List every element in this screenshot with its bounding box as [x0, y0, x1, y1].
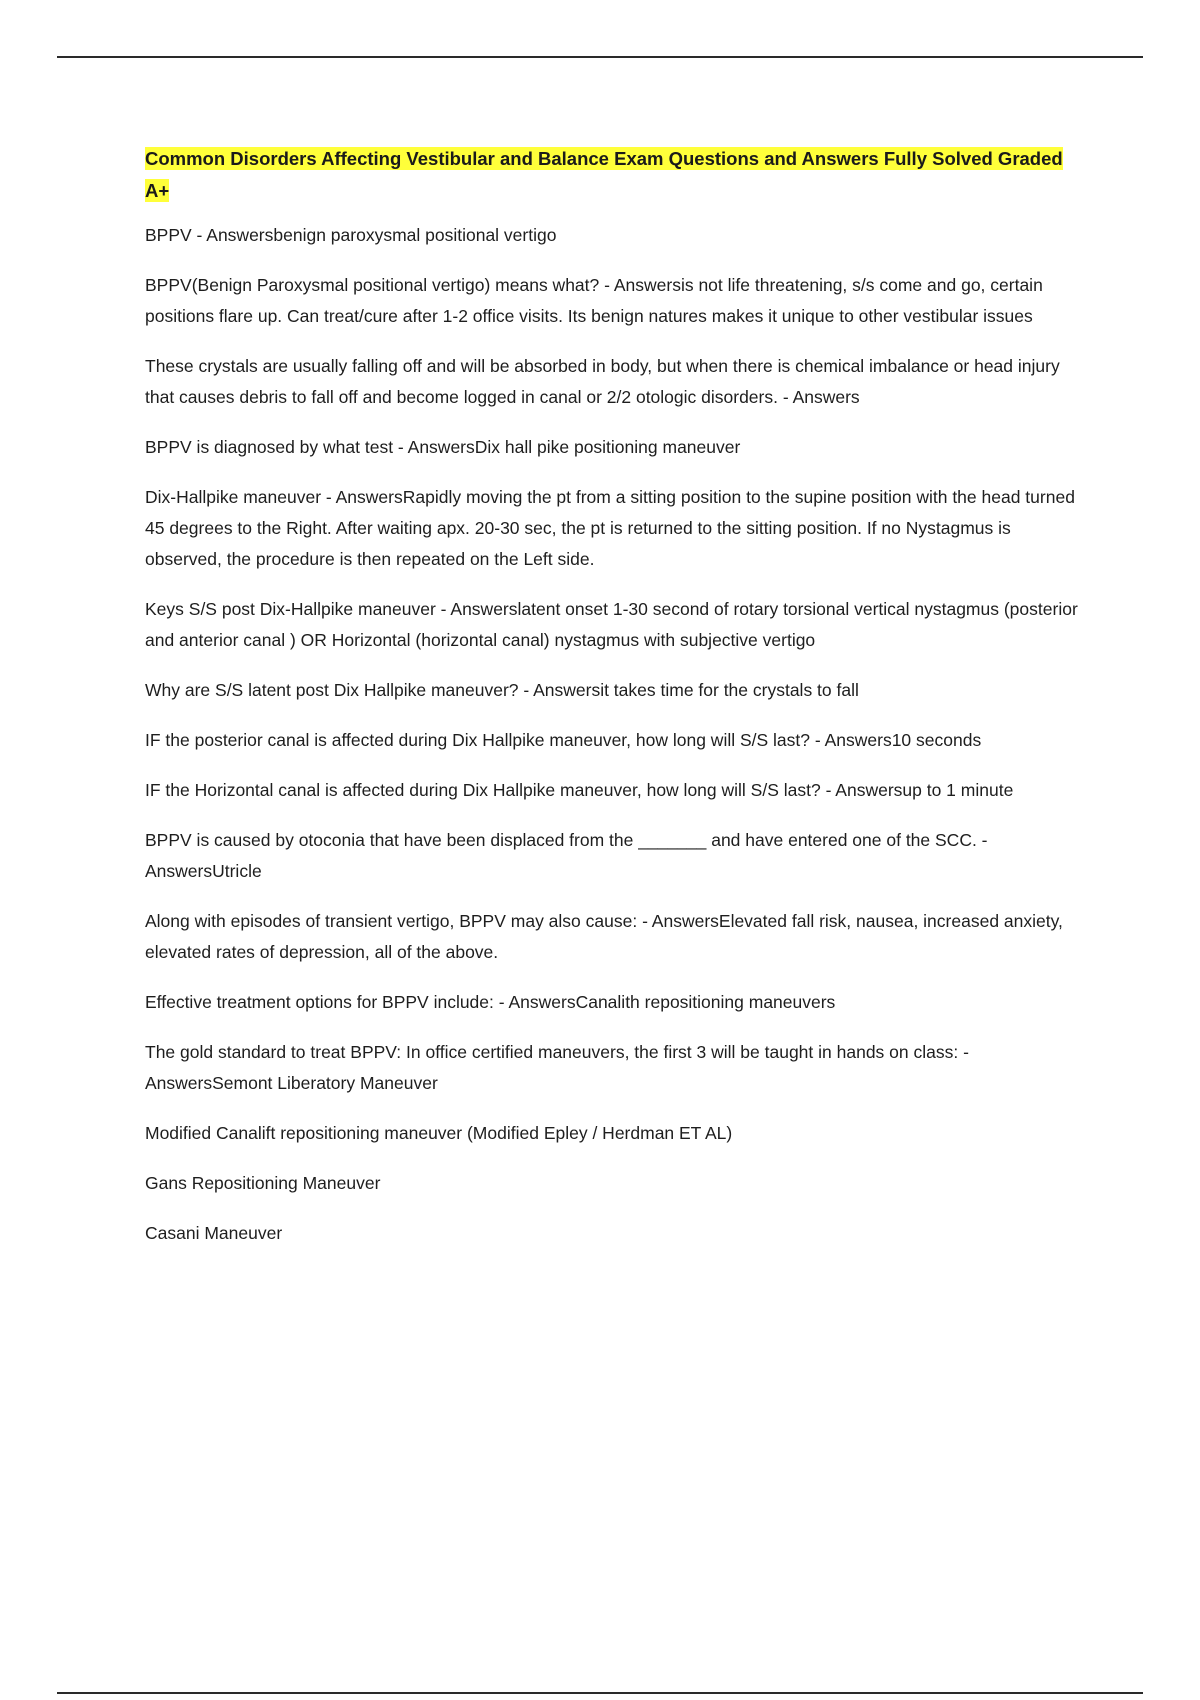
qa-paragraph: Dix-Hallpike maneuver - AnswersRapidly moving the pt from a sitting position to the supine position with the head turned 45 degrees to the Right. After waiting apx. 20-30 sec, the pt is returned to the sitting position. If no Nystagmus is observed, the procedure is then repeated on the Left side.: [145, 487, 1075, 569]
qa-paragraph: The gold standard to treat BPPV: In office certified maneuvers, the first 3 will be taught in hands on class: - AnswersSemont Liberatory Maneuver: [145, 1042, 969, 1093]
qa-paragraph: BPPV - Answersbenign paroxysmal positional vertigo: [145, 225, 557, 245]
qa-paragraph: Modified Canalift repositioning maneuver (Modified Epley / Herdman ET AL): [145, 1123, 733, 1143]
qa-paragraph: Gans Repositioning Maneuver: [145, 1173, 381, 1193]
qa-paragraph: These crystals are usually falling off and will be absorbed in body, but when there is chemical imbalance or head injury that causes debris to fall off and become logged in canal or 2/2 otologic disorders. - Answers: [145, 356, 1060, 407]
qa-paragraph: Why are S/S latent post Dix Hallpike maneuver? - Answersit takes time for the crystals to fall: [145, 680, 859, 700]
qa-paragraph: BPPV is diagnosed by what test - AnswersDix hall pike positioning maneuver: [145, 437, 741, 457]
header-rule: [57, 56, 1143, 58]
document-title-text: Common Disorders Affecting Vestibular and Balance Exam Questions and Answers Fully Solved Graded A+: [145, 148, 1063, 201]
qa-paragraph: Along with episodes of transient vertigo, BPPV may also cause: - AnswersElevated fall risk, nausea, increased anxiety, elevated rates of depression, all of the above.: [145, 911, 1063, 962]
qa-paragraph: BPPV(Benign Paroxysmal positional vertigo) means what? - Answersis not life threatening, s/s come and go, certain positions flare up. Can treat/cure after 1-2 office visits. Its benign natures makes it unique to other vestibular issues: [145, 275, 1043, 326]
document-title: [145, 143, 1090, 207]
qa-paragraph: IF the Horizontal canal is affected during Dix Hallpike maneuver, how long will S/S last? - Answersup to 1 minute: [145, 780, 1014, 800]
qa-paragraph: Effective treatment options for BPPV include: - AnswersCanalith repositioning maneuvers: [145, 992, 836, 1012]
document-body: [145, 143, 1090, 1268]
qa-paragraph: BPPV is caused by otoconia that have been displaced from the _______ and have entered one of the SCC. - AnswersUtricle: [145, 830, 988, 881]
qa-paragraph: IF the posterior canal is affected during Dix Hallpike maneuver, how long will S/S last? - Answers10 seconds: [145, 730, 982, 750]
qa-paragraph: Casani Maneuver: [145, 1223, 283, 1243]
qa-paragraph: Keys S/S post Dix-Hallpike maneuver - Answerslatent onset 1-30 second of rotary torsional vertical nystagmus (posterior and anterior canal ) OR Horizontal (horizontal canal) nystagmus with subjective vertigo: [145, 599, 1078, 650]
footer-rule: [57, 1692, 1143, 1694]
